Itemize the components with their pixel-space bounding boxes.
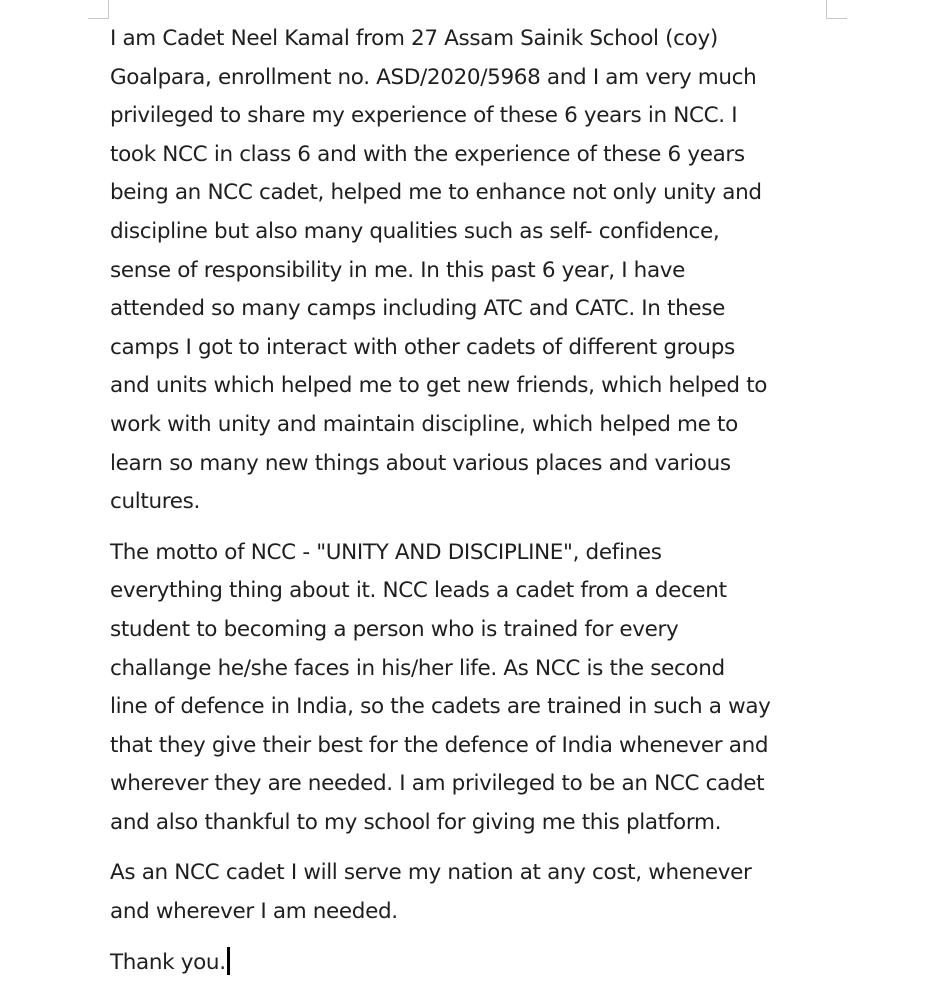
top-right-margin-mark xyxy=(826,0,847,19)
text-line: and units which helped me to get new friends, which helped to xyxy=(110,373,768,399)
text-line: attended so many camps including ATC and CATC. In these xyxy=(110,296,726,322)
text-line: privileged to share my experience of these 6 years in NCC. I xyxy=(110,103,738,129)
top-left-margin-mark xyxy=(88,0,109,19)
text-line: and wherever I am needed. xyxy=(110,899,398,925)
text-line: sense of responsibility in me. In this past 6 year, I have xyxy=(110,257,686,283)
closing-text: Thank you. xyxy=(110,949,226,975)
paragraph-motto xyxy=(110,534,830,843)
text-line: that they give their best for the defence of India whenever and xyxy=(110,732,769,758)
text-line: line of defence in India, so the cadets are trained in such a way xyxy=(110,694,771,720)
text-line: The motto of NCC - "UNITY AND DISCIPLINE", defines xyxy=(110,539,662,565)
paragraph-closing xyxy=(110,944,830,983)
text-line: student to becoming a person who is trained for every xyxy=(110,616,679,642)
text-line: cultures. xyxy=(110,489,200,515)
text-line: and also thankful to my school for giving me this platform. xyxy=(110,809,722,835)
paragraph-pledge xyxy=(110,854,830,931)
text-line: I am Cadet Neel Kamal from 27 Assam Sainik School (coy) xyxy=(110,26,718,51)
text-line: discipline but also many qualities such as self- confidence, xyxy=(110,218,720,244)
text-line: camps I got to interact with other cadets of different groups xyxy=(110,334,735,360)
text-line: took NCC in class 6 and with the experience of these 6 years xyxy=(110,141,745,167)
paragraph-introduction xyxy=(110,20,830,522)
text-line: challange he/she faces in his/her life. As NCC is the second xyxy=(110,655,725,681)
text-line: learn so many new things about various places and various xyxy=(110,450,731,476)
text-cursor xyxy=(227,947,230,975)
document-text-area[interactable] xyxy=(110,20,830,982)
text-line: work with unity and maintain discipline, which helped me to xyxy=(110,411,738,437)
text-line: being an NCC cadet, helped me to enhance not only unity and xyxy=(110,180,762,206)
text-line: wherever they are needed. I am privileged to be an NCC cadet xyxy=(110,771,765,797)
text-line: Goalpara, enrollment no. ASD/2020/5968 and I am very much xyxy=(110,64,757,90)
closing-line xyxy=(110,944,830,983)
text-line: everything thing about it. NCC leads a cadet from a decent xyxy=(110,578,727,604)
text-line: As an NCC cadet I will serve my nation at any cost, whenever xyxy=(110,860,752,886)
